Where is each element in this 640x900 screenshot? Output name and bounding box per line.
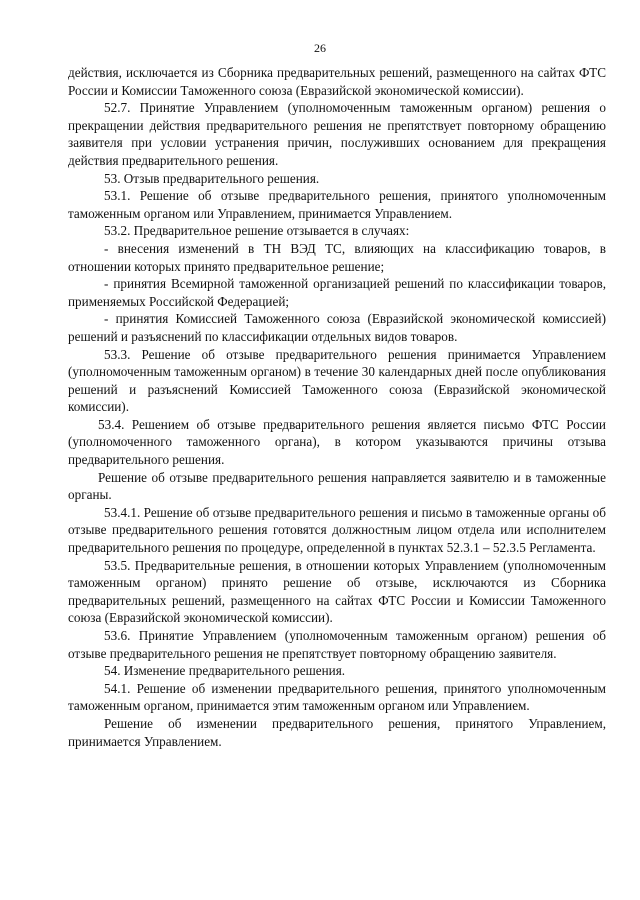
- paragraph-53-4-sending: Решение об отзыве предварительного решения направляется заявителю и в таможенные органы.: [68, 469, 606, 503]
- paragraph-53-2: 53.2. Предварительное решение отзывается в случаях:: [104, 223, 410, 239]
- paragraph-53-1: 53.1. Решение об отзыве предварительного решения, принятого уполномоченным таможенным органом или Управлением, принимается Управлением.: [68, 188, 606, 221]
- section-heading-54: 54. Изменение предварительного решения.: [104, 663, 346, 679]
- paragraph-continuation: действия, исключается из Сборника предварительных решений, размещенного на сайтах ФТС России и Комиссии Таможенного союза (Евразийской экономической комиссии).: [68, 65, 606, 98]
- paragraph-54-1-management: Решение об изменении предварительного решения, принятого Управлением, принимается Управлением.: [68, 715, 606, 749]
- section-heading-53: 53. Отзыв предварительного решения.: [104, 170, 320, 186]
- paragraph-52-7: 52.7. Принятие Управлением (уполномоченным таможенным органом) решения о прекращении действия предварительного решения не препятствует повторному обращению заявителя при условии устранения причин, послуживших основанием для прекращения действия предварительного решения.: [68, 100, 606, 168]
- paragraph-53-6: 53.6. Принятие Управлением (уполномоченным таможенным органом) решения об отзыве предварительного решения не препятствует повторному обращению заявителя.: [68, 628, 606, 661]
- list-item-customs-union-decisions: - принятия Комиссией Таможенного союза (Евразийской экономической комиссией) решений и разъяснений по классификации отдельных видов товаров.: [68, 311, 606, 344]
- paragraph-53-4: 53.4. Решением об отзыве предварительного решения является письмо ФТС России (уполномоченного таможенного органа), в котором указываются причины отзыва предварительного решения.: [68, 416, 606, 468]
- document-body: [68, 64, 606, 750]
- list-item-tnved-changes: - внесения изменений в ТН ВЭД ТС, влияющих на классификацию товаров, в отношении которых принято предварительное решение;: [68, 240, 606, 274]
- paragraph-53-5: 53.5. Предварительные решения, в отношении которых Управлением (уполномоченным таможенным органом) принято решение об отзыве, исключаются из Сборника предварительных решений, размещенного на сайтах ФТС России и Комиссии Таможенного союза (Евразийской экономической комиссии).: [68, 557, 606, 626]
- list-item-wco-decisions: - принятия Всемирной таможенной организацией решений по классификации товаров, применяемых Российской Федерацией;: [68, 276, 606, 309]
- page-number: 26: [314, 41, 326, 55]
- paragraph-54-1: 54.1. Решение об изменении предварительного решения, принятого уполномоченным таможенным органом, принимается этим таможенным органом или Управлением.: [68, 680, 606, 714]
- paragraph-53-4-1: 53.4.1. Решение об отзыве предварительного решения и письмо в таможенные органы об отзыве предварительного решения готовятся должностным лицом отдела или исполнителем предварительного решения по процедуре, определенной в пунктах 52.3.1 – 52.3.5 Регламента.: [68, 504, 606, 556]
- paragraph-53-3: 53.3. Решение об отзыве предварительного решения принимается Управлением (уполномоченным таможенным органом) в течение 30 календарных дней после опубликования решений и разъяснений Комиссией Таможенного союза (Евразийской экономической комиссии).: [68, 346, 606, 415]
